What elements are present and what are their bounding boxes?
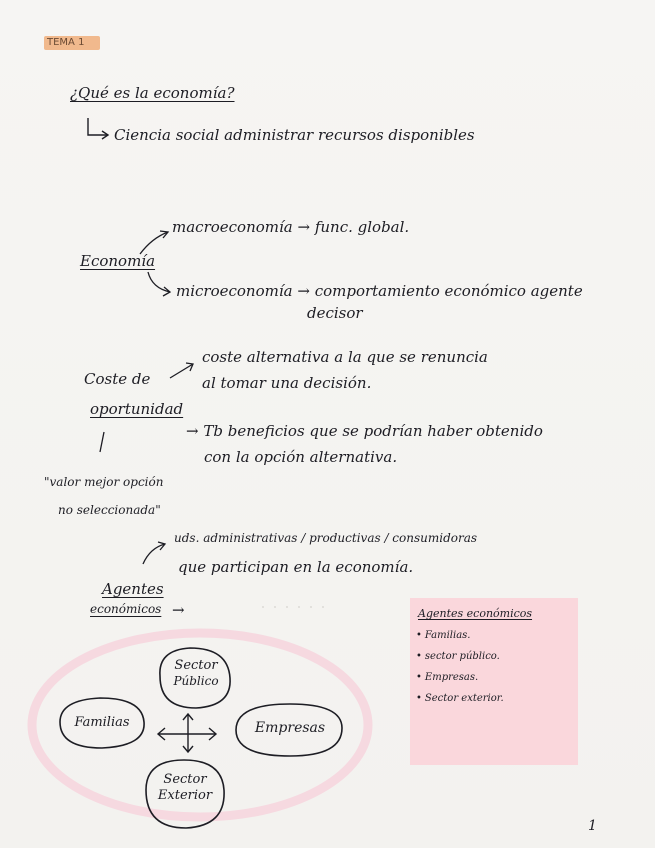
agentes-def-2: que participan en la economía. (178, 558, 414, 576)
summary-item-familias: • Familias. (416, 630, 504, 641)
node-empresas: Empresas (254, 720, 326, 736)
economia-label: Economía (80, 252, 156, 270)
agentes-summary-box (410, 598, 578, 765)
coste-tb-2: con la opción alternativa. (204, 448, 398, 466)
node-familias: Familias (74, 715, 130, 730)
macro-text: macroeconomía → func. global. (172, 218, 410, 236)
coste-note-2: no seleccionada" (58, 503, 161, 517)
node-sector-exterior (152, 772, 218, 805)
micro-text-cont: decisor (307, 304, 363, 322)
coste-def-2: al tomar una decisión. (202, 374, 372, 392)
agentes-def-1: uds. administrativas / productivas / consumidoras (174, 531, 478, 545)
coste-label-1: Coste de (84, 370, 151, 388)
question-heading: ¿Qué es la economía? (70, 84, 235, 102)
macro-arrow (140, 232, 168, 254)
micro-text: microeconomía → comportamiento económico agente (176, 282, 583, 300)
topic-tag: TEMA 1 (44, 36, 100, 50)
page-number: 1 (588, 818, 597, 834)
summary-box-list (416, 630, 504, 714)
agentes-label-2: económicos (90, 602, 162, 616)
summary-item-sector-publico: • sector público. (416, 651, 504, 662)
agentes-arrow-text: → (172, 601, 185, 619)
node-sector-publico-2: Público (173, 674, 219, 689)
node-sector-publico-1: Sector (174, 658, 218, 673)
agentes-label-1: Agentes (102, 580, 164, 598)
node-sector-publico (166, 658, 226, 689)
summary-box-title: Agentes económicos (418, 607, 533, 620)
summary-item-empresas: • Empresas. (416, 672, 504, 683)
summary-item-sector-exterior: • Sector exterior. (416, 693, 504, 704)
coste-label-2: oportunidad (90, 400, 184, 418)
coste-arrow (170, 364, 193, 378)
node-sector-exterior-1: Sector (163, 772, 207, 787)
coste-note-1: "valor mejor opción (44, 475, 164, 489)
coste-tb-1: → Tb beneficios que se podrían haber obtenido (186, 422, 543, 440)
answer-text: Ciencia social administrar recursos disponibles (114, 126, 475, 144)
coste-def-1: coste alternativa a la que se renuncia (202, 348, 488, 366)
coste-down-arrow (100, 432, 104, 452)
node-sector-exterior-2: Exterior (157, 788, 213, 804)
